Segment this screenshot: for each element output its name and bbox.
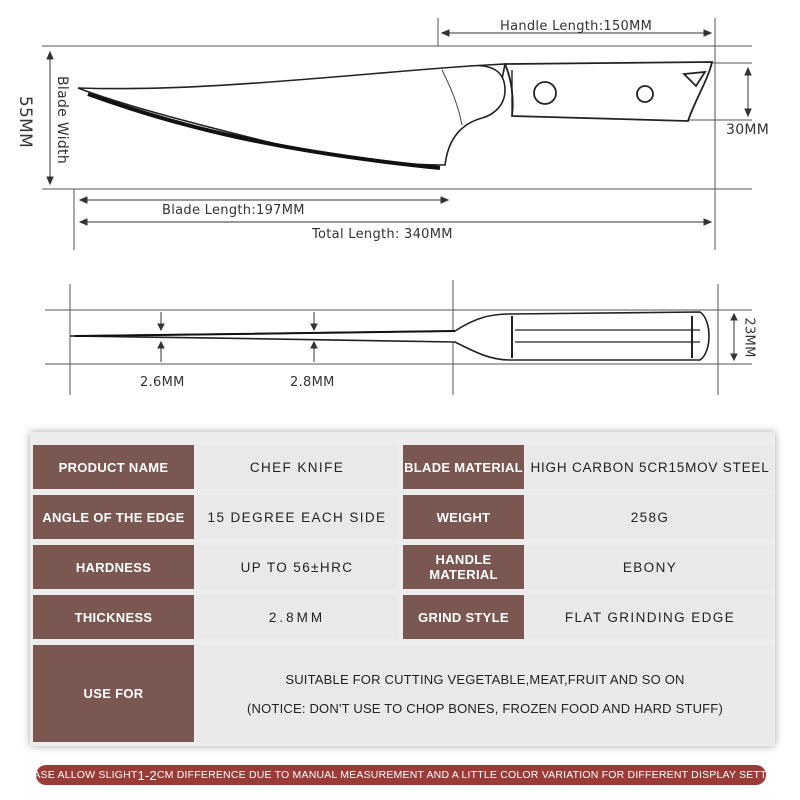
blade-outline — [78, 64, 505, 165]
rivet-back — [637, 86, 653, 102]
blade-width-value: 55MM — [15, 95, 35, 149]
spec-value-blade-material: HIGH CARBON 5CR15MOV STEEL — [527, 445, 773, 489]
spec-table — [30, 432, 775, 746]
handle-thickness-label: 23MM — [741, 317, 757, 358]
knife-top-view — [70, 312, 709, 360]
disclaimer-banner — [12, 765, 790, 785]
handle-height-label: 30MM — [726, 122, 770, 138]
disclaimer-range: 1-2 — [137, 767, 157, 783]
spec-value-edge-angle: 15 DEGREE EACH SIDE — [197, 495, 397, 539]
spec-label-weight: WEIGHT — [403, 495, 524, 539]
spec-value-thickness: 2.8MM — [197, 595, 397, 639]
spec-label-thickness: THICKNESS — [33, 595, 194, 639]
handle-length-label: Handle Length:150MM — [500, 19, 653, 34]
use-for-notice: (NOTICE: DON'T USE TO CHOP BONES, FROZEN FOOD AND HARD STUFF) — [247, 700, 723, 716]
disclaimer-text-start: PLEASE ALLOW SLIGHT — [12, 769, 138, 781]
spec-label-product-name: PRODUCT NAME — [33, 445, 194, 489]
spec-label-handle-material: HANDLE MATERIAL — [403, 545, 524, 589]
tip-thickness-label: 2.6MM — [140, 375, 185, 390]
spec-label-use-for: USE FOR — [33, 645, 194, 742]
spec-label-blade-material: BLADE MATERIAL — [403, 445, 524, 489]
spec-value-handle-material: EBONY — [527, 545, 773, 589]
spec-value-hardness: UP TO 56±HRC — [197, 545, 397, 589]
spec-value-grind-style: FLAT GRINDING EDGE — [527, 595, 773, 639]
spec-value-weight: 258G — [527, 495, 773, 539]
disclaimer-text-end: CM DIFFERENCE DUE TO MANUAL MEASUREMENT AND A LITTLE COLOR VARIATION FOR DIFFERENT DISPLAY SETTING. — [156, 769, 790, 781]
spec-label-edge-angle: ANGLE OF THE EDGE — [33, 495, 194, 539]
total-length-label: Total Length: 340MM — [312, 227, 453, 242]
spec-label-grind-style: GRIND STYLE — [403, 595, 524, 639]
spec-value-product-name: CHEF KNIFE — [197, 445, 397, 489]
rivet-front — [534, 82, 556, 104]
spec-label-hardness: HARDNESS — [33, 545, 194, 589]
mid-thickness-label: 2.8MM — [290, 375, 335, 390]
blade-width-label: Blade Width — [54, 76, 70, 164]
blade-length-label: Blade Length:197MM — [162, 203, 305, 218]
spec-value-use-for — [197, 645, 773, 742]
use-for-line-1: SUITABLE FOR CUTTING VEGETABLE,MEAT,FRUIT AND SO ON — [285, 671, 685, 687]
